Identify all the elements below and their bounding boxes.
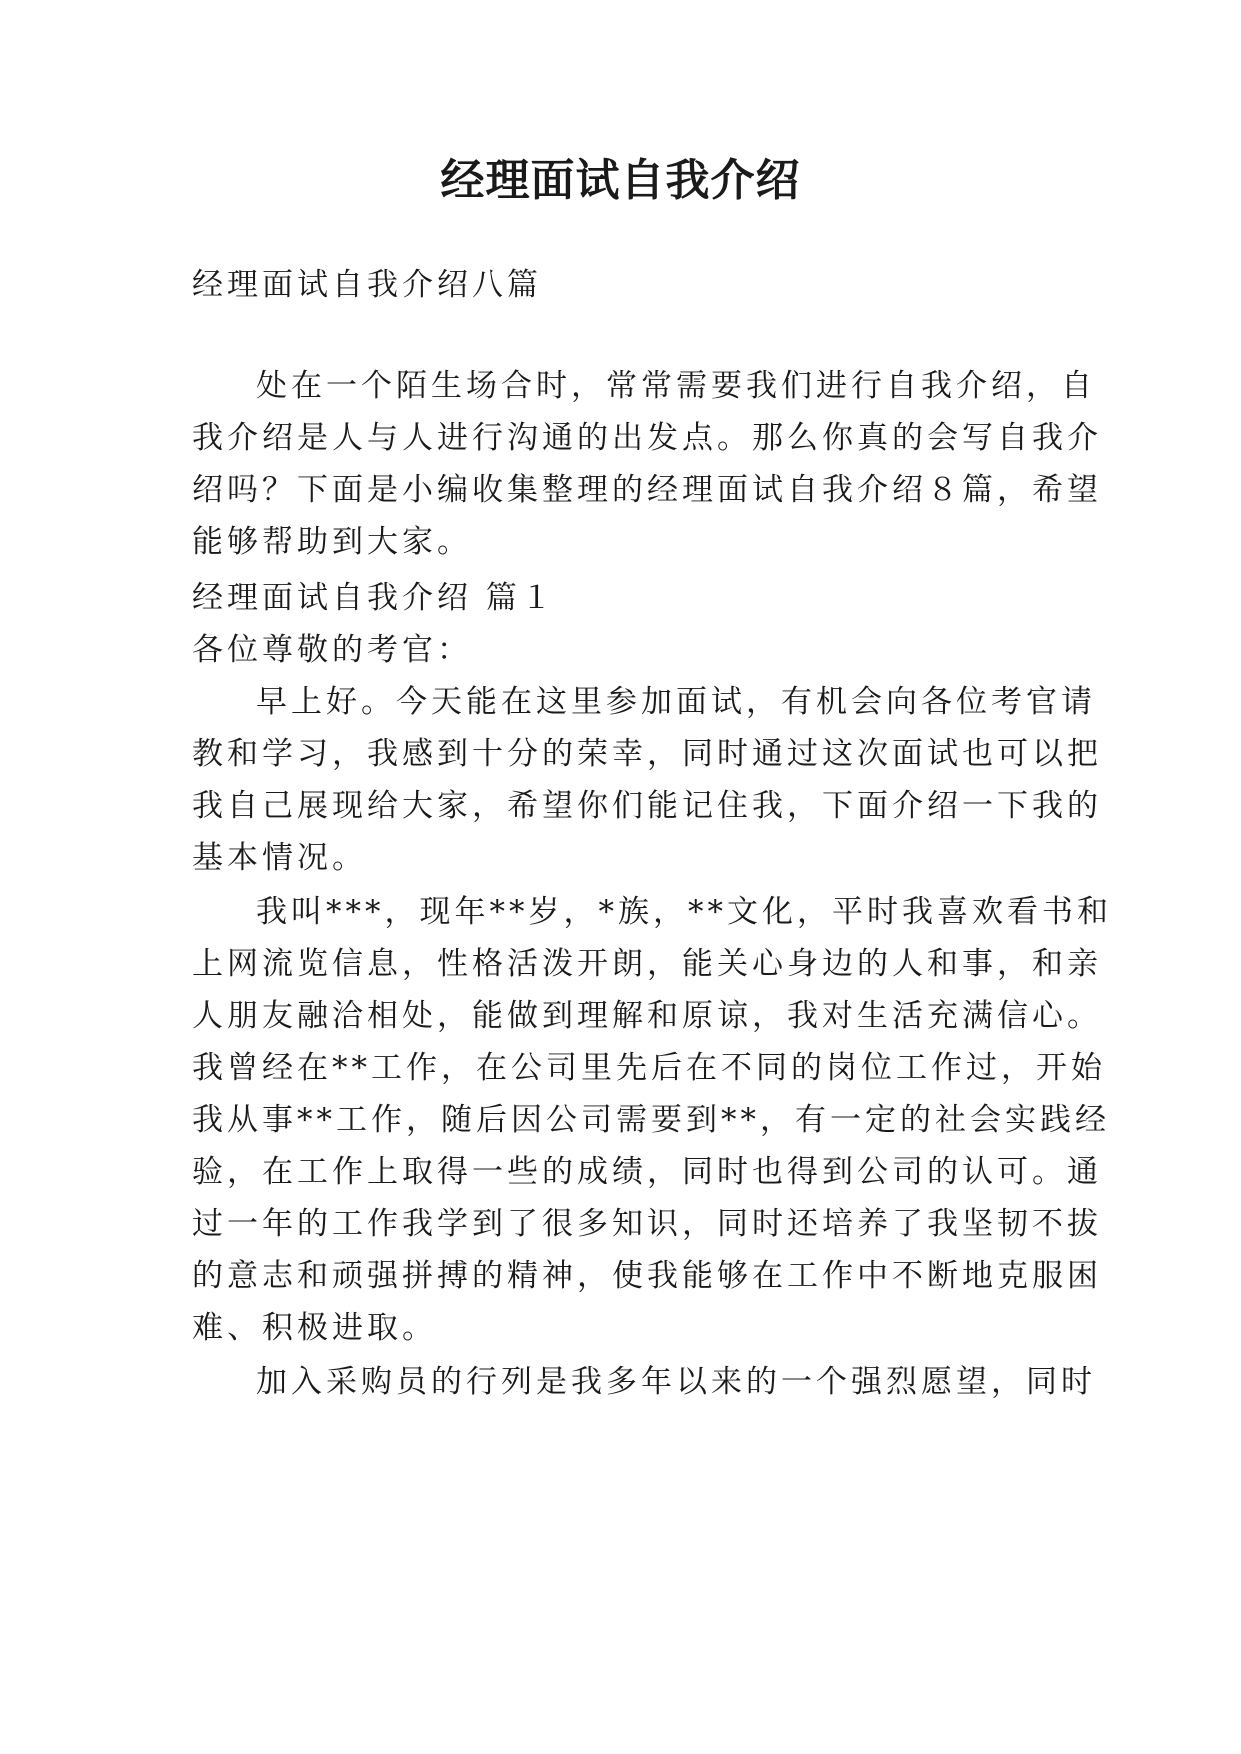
para2-line-6: 验，在工作上取得一些的成绩，同时也得到公司的认可。通 <box>192 1154 1102 1190</box>
para2-line-5: 我从事**工作，随后因公司需要到**，有一定的社会实践经 <box>192 1102 1110 1138</box>
intro-line-3: 绍吗？下面是小编收集整理的经理面试自我介绍８篇，希望 <box>192 472 1102 508</box>
para2-line-2: 上网流览信息，性格活泼开朗，能关心身边的人和事，和亲 <box>192 946 1102 982</box>
section-heading: 经理面试自我介绍 篇１ <box>192 580 556 616</box>
para1-line-3: 我自己展现给大家，希望你们能记住我，下面介绍一下我的 <box>192 788 1102 824</box>
para2-line-8: 的意志和顽强拼搏的精神，使我能够在工作中不断地克服困 <box>192 1258 1102 1294</box>
intro-line-1: 处在一个陌生场合时，常常需要我们进行自我介绍，自 <box>256 368 1096 404</box>
para1-line-1: 早上好。今天能在这里参加面试，有机会向各位考官请 <box>256 684 1096 720</box>
document-subtitle: 经理面试自我介绍八篇 <box>192 267 542 303</box>
intro-line-2: 我介绍是人与人进行沟通的出发点。那么你真的会写自我介 <box>192 420 1102 456</box>
para3-line-1: 加入采购员的行列是我多年以来的一个强烈愿望，同时 <box>256 1364 1096 1400</box>
salutation: 各位尊敬的考官： <box>192 632 472 668</box>
para2-line-3: 人朋友融洽相处，能做到理解和原谅，我对生活充满信心。 <box>192 998 1102 1034</box>
intro-line-4: 能够帮助到大家。 <box>192 524 472 560</box>
para1-line-4: 基本情况。 <box>192 840 367 876</box>
para2-line-7: 过一年的工作我学到了很多知识，同时还培养了我坚韧不拔 <box>192 1206 1102 1242</box>
para2-line-4: 我曾经在**工作，在公司里先后在不同的岗位工作过，开始 <box>192 1050 1106 1086</box>
para2-line-1: 我叫***，现年**岁，*族，**文化，平时我喜欢看书和 <box>256 894 1112 930</box>
document-title: 经理面试自我介绍 <box>440 155 801 206</box>
para2-line-9: 难、积极进取。 <box>192 1310 437 1346</box>
para1-line-2: 教和学习，我感到十分的荣幸，同时通过这次面试也可以把 <box>192 736 1102 772</box>
